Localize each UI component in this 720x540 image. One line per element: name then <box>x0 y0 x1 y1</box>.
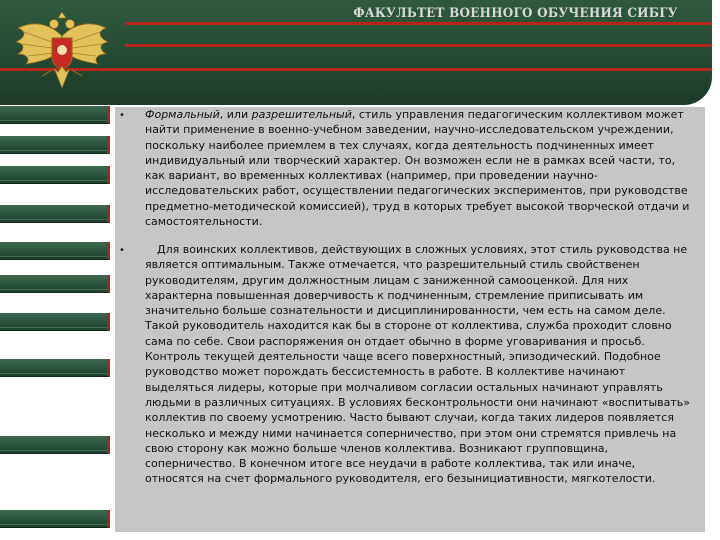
bullet-marker: • <box>119 110 125 121</box>
paragraph-formal-style <box>145 107 693 229</box>
sidebar-bar <box>0 359 110 377</box>
header-title: ФАКУЛЬТЕТ ВОЕННОГО ОБУЧЕНИЯ СИБГУ <box>353 6 678 21</box>
sidebar-bar <box>0 510 110 528</box>
header-banner <box>0 0 712 105</box>
sidebar-bar <box>0 166 110 184</box>
sidebar-bar <box>0 106 110 124</box>
double-headed-eagle-icon <box>12 6 112 96</box>
header-stripe <box>125 22 712 25</box>
sidebar-bar <box>0 205 110 223</box>
sidebar-bar <box>0 313 110 331</box>
header-stripe <box>125 44 712 47</box>
paragraph1-text: , стиль управления педагогическим коллективом может найти применение в военно-учебном заведении, научно-исследовательском учреждении, поскольку наиболее приемлем в тех случаях, когда деятельность подчиненных имеет индивидуальный или творческий характер. Он возможен если не в рамках всей части, то, как вариант, во временных коллективах (например, при проведении научно-исследовательских работ, осуществлении педагогических экспериментов, при руководстве предметно-методической комиссией), труд в которых требует высокой творческой отдачи и самостоятельности. <box>145 108 690 229</box>
sidebar-bar <box>0 242 110 260</box>
sidebar-bar <box>0 136 110 154</box>
sidebar-bar <box>0 436 110 454</box>
term-permissive: разрешительный <box>251 108 352 121</box>
bullet-marker: • <box>119 245 125 256</box>
sidebar-bar <box>0 275 110 293</box>
paragraph-military-collectives: Для воинских коллективов, действующих в сложных условиях, этот стиль руководства не является оптимальным. Также отмечается, что разрешительный стиль свойственен руководителям, другим должностным лицам с заниженной самооценкой. Для них характерна повышенная доверчивость к подчиненным, стремление приписывать им значительно больше сознательности и дисциплинированности, чем есть на самом деле. Такой руководитель находится как бы в стороне от коллектива, служба проходит словно сама по себе. Свои распоряжения он отдает обычно в форме уговаривания и просьб. Контроль текущей деятельности чаще всего поверхностный, эпизодический. Подобное руководство может порождать бессистемность в работе. В коллективе начинают выделяться лидеры, которые при молчаливом согласии остальных начинают управлять людьми в различных ситуациях. В условиях бесконтрольности они начинают «воспитывать» коллектив по своему усмотрению. Часто бывают случаи, когда таких лидеров появляется несколько и между ними начинается соперничество, при этом они стремятся привлечь на свою сторону как можно больше членов коллектива. Возникают групповщина, соперничество. В конечном итоге все неудачи в работе коллектива, так или иначе, относятся на счет формального руководителя, его безынициативности, мягкотелости. <box>145 243 690 486</box>
term-separator: , или <box>219 108 252 121</box>
term-formal: Формальный <box>145 108 220 121</box>
